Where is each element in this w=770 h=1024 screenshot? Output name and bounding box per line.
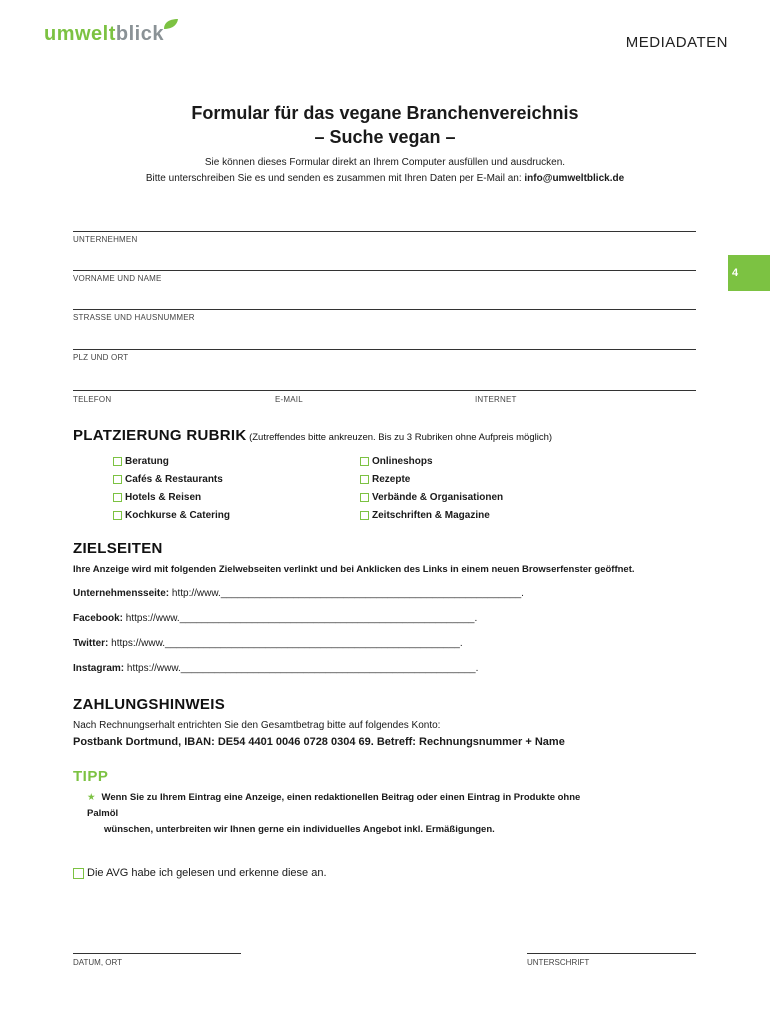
rubrik-option[interactable] [113,470,230,488]
plz-line[interactable] [73,349,696,350]
link-value[interactable]: http://www.______________________________________________________. [169,588,524,599]
checkbox[interactable] [113,457,122,466]
agb-label: Die AVG habe ich gelesen und erkenne diese an. [87,867,327,879]
unterschrift-label: UNTERSCHRIFT [527,958,590,967]
checkbox[interactable] [113,511,122,520]
contact-email[interactable]: info@umweltblick.de [524,173,625,184]
rubrik-option[interactable] [360,470,503,488]
unternehmen-line[interactable] [73,231,696,232]
link-value[interactable]: https://www._____________________________________________________. [108,638,463,649]
rubrik-option-label: Beratung [125,455,169,467]
leaf-icon [162,18,180,30]
rubrik-left-column [113,452,230,524]
checkbox[interactable] [360,511,369,520]
checkbox[interactable] [360,493,369,502]
logo-umwelt-text: umwelt [44,23,116,45]
link-label: Facebook: [73,613,124,624]
rubrik-option[interactable] [113,452,230,470]
zahlung-bank-details: Postbank Dortmund, IBAN: DE54 4401 0046 0728 0304 69. Betreff: Rechnungsnummer + Name [73,736,565,748]
rubrik-right-column [360,452,503,524]
agb-checkbox[interactable] [73,868,84,879]
rubrik-option-label: Hotels & Reisen [125,491,202,503]
rubrik-option-label: Zeitschriften & Magazine [372,509,490,521]
link-unternehmen[interactable] [73,588,524,599]
zielseiten-description: Ihre Anzeige wird mit folgenden Zielwebseiten verlinkt und bei Anklicken des Links in einem neuen Browserfenster geöffnet. [73,564,635,575]
intro-line1: Sie können dieses Formular direkt an Ihrem Computer ausfüllen und ausdrucken. [204,157,566,168]
datum-line[interactable] [73,953,241,954]
strasse-line[interactable] [73,309,696,310]
rubrik-option[interactable] [360,488,503,506]
intro-line2-prefix: Bitte unterschreiben Sie es und senden es zusammen mit Ihren Daten per E-Mail an: [145,173,525,184]
star-icon: ★ [87,792,96,803]
agb-consent[interactable] [73,867,327,879]
link-label: Unternehmensseite: [73,588,170,599]
link-label: Instagram: [73,663,125,674]
rubrik-option-label: Kochkurse & Catering [125,509,231,521]
vorname-line[interactable] [73,270,696,271]
page-tab-number: 4 [732,267,739,279]
zielseiten-heading: ZIELSEITEN [73,540,163,557]
telefon-label: TELEFON [73,395,112,404]
form-title-line1: Formular für das vegane Branchenvereichnis [191,103,579,123]
contact-line[interactable] [73,390,696,391]
strasse-label: STRASSE UND HAUSNUMMER [73,313,195,322]
checkbox[interactable] [360,475,369,484]
tipp-line2: wünschen, unterbreiten wir Ihnen gerne ein individuelles Angebot inkl. Ermäßigungen. [104,824,495,835]
link-value[interactable]: https://www._____________________________________________________. [124,663,479,674]
logo-blick-text: blick [115,23,164,45]
zahlung-heading: ZAHLUNGSHINWEIS [73,696,225,713]
rubrik-option[interactable] [113,488,230,506]
zahlung-line1: Nach Rechnungserhalt entrichten Sie den Gesamtbetrag bitte auf folgendes Konto: [73,720,441,731]
tipp-text [87,790,607,838]
form-title-line2: – Suche vegan – [314,127,456,147]
checkbox[interactable] [360,457,369,466]
rubrik-option-label: Onlineshops [372,455,433,467]
rubrik-option[interactable] [360,452,503,470]
vorname-label: VORNAME UND NAME [73,274,162,283]
checkbox[interactable] [113,493,122,502]
plz-label: PLZ UND ORT [73,353,129,362]
intro-line2 [0,171,770,187]
link-facebook[interactable] [73,613,477,624]
internet-label: INTERNET [475,395,517,404]
form-title [0,101,770,149]
intro-text [0,155,770,187]
section-label: MEDIADATEN [625,34,728,51]
rubrik-option-label: Rezepte [372,473,411,485]
umweltblick-logo [44,24,164,44]
rubrik-option-label: Verbände & Organisationen [372,491,504,503]
rubrik-option[interactable] [113,506,230,524]
page-tab [728,255,770,291]
rubrik-heading-text: PLATZIERUNG RUBRIK [73,427,247,444]
rubrik-option-label: Cafés & Restaurants [125,473,223,485]
link-instagram[interactable] [73,663,478,674]
rubrik-note: (Zutreffendes bitte ankreuzen. Bis zu 3 Rubriken ohne Aufpreis möglich) [246,432,553,443]
rubrik-heading [73,427,552,444]
unterschrift-line[interactable] [527,953,696,954]
link-label: Twitter: [73,638,109,649]
rubrik-option[interactable] [360,506,503,524]
unternehmen-label: UNTERNEHMEN [73,235,138,244]
email-label: E-MAIL [275,395,303,404]
link-twitter[interactable] [73,638,463,649]
tipp-line1-text: Wenn Sie zu Ihrem Eintrag eine Anzeige, einen redaktionellen Beitrag oder einen Eintrag in Produkte ohne Palmöl [87,792,581,819]
link-value[interactable]: https://www._____________________________________________________. [123,613,478,624]
tipp-heading: TIPP [73,768,109,785]
checkbox[interactable] [113,475,122,484]
datum-label: DATUM, ORT [73,958,123,967]
tipp-line1 [87,790,607,822]
